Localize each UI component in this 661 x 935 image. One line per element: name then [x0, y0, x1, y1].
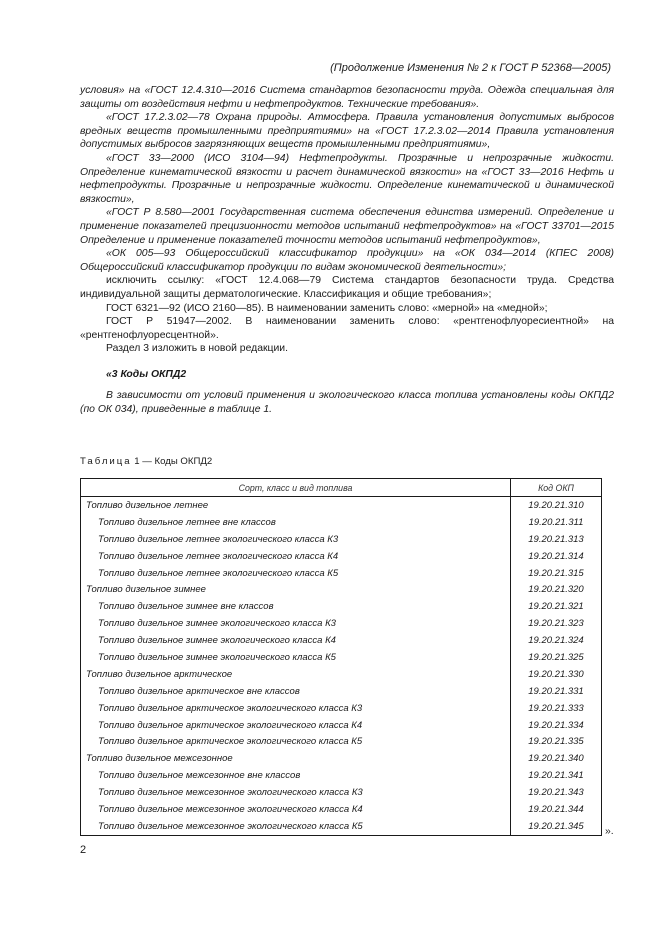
- page-header: (Продолжение Изменения № 2 к ГОСТ Р 52368—2005): [330, 62, 611, 74]
- fuel-name-cell: Топливо дизельное арктическое вне классов: [81, 683, 511, 700]
- paragraph: «ГОСТ 17.2.3.02—78 Охрана природы. Атмосфера. Правила установления допустимых выбросов вредных веществ промышленными предприятиями» на «ГОСТ 17.2.3.02—2014 Правила установления допустимых выбросов загрязняющих веществ промышленными предприятиями»,: [80, 112, 614, 151]
- table-row: [81, 632, 602, 649]
- table-row: [81, 767, 602, 784]
- code-cell: 19.20.21.320: [511, 581, 602, 598]
- paragraph: Раздел 3 изложить в новой редакции.: [106, 343, 288, 355]
- fuel-name-cell: Топливо дизельное зимнее экологического класса К3: [81, 615, 511, 632]
- table-row: [81, 598, 602, 615]
- table-row: [81, 784, 602, 801]
- code-cell: 19.20.21.341: [511, 767, 602, 784]
- fuel-name-cell: Топливо дизельное межсезонное: [81, 750, 511, 767]
- fuel-name-cell: Топливо дизельное зимнее: [81, 581, 511, 598]
- code-cell: 19.20.21.333: [511, 700, 602, 717]
- code-cell: 19.20.21.314: [511, 548, 602, 565]
- fuel-name-cell: Топливо дизельное арктическое экологического класса К4: [81, 717, 511, 734]
- table-row: [81, 497, 602, 514]
- code-cell: 19.20.21.310: [511, 497, 602, 514]
- paragraph: ГОСТ Р 51947—2002. В наименовании заменить слово: «рентгенофлуоресиентной» на «рентгенофлуоресцентной».: [80, 316, 614, 341]
- fuel-name-cell: Топливо дизельное межсезонное экологического класса К5: [81, 818, 511, 835]
- code-cell: 19.20.21.311: [511, 514, 602, 531]
- fuel-name-cell: Топливо дизельное межсезонное экологического класса К4: [81, 801, 511, 818]
- table-row: [81, 683, 602, 700]
- table-row: [81, 531, 602, 548]
- code-cell: 19.20.21.324: [511, 632, 602, 649]
- fuel-name-cell: Топливо дизельное арктическое экологического класса К5: [81, 733, 511, 750]
- table-row: [81, 548, 602, 565]
- code-cell: 19.20.21.330: [511, 666, 602, 683]
- table-caption-text: 1 — Коды ОКПД2: [131, 456, 213, 467]
- table-row: [81, 750, 602, 767]
- table-row: [81, 514, 602, 531]
- table-row: [81, 801, 602, 818]
- paragraph: исключить ссылку: «ГОСТ 12.4.068—79 Система стандартов безопасности труда. Средства индивидуальной защиты дерматологические. Классификация и общие требования»;: [80, 275, 614, 300]
- closing-quote: ».: [605, 826, 614, 837]
- table-caption-label: Таблица: [80, 456, 132, 467]
- column-header-code: Код ОКП: [511, 479, 602, 497]
- paragraph: «ГОСТ Р 8.580—2001 Государственная система обеспечения единства измерений. Определение и применение показателей прецизионности методов испытаний нефтепродуктов» на «ГОСТ 33701—2015 Определение и применение показателей точности методов испытаний нефтепродуктов»,: [80, 207, 614, 246]
- table-row: [81, 666, 602, 683]
- table-row: [81, 733, 602, 750]
- paragraph: «ГОСТ 33—2000 (ИСО 3104—94) Нефтепродукты. Прозрачные и непрозрачные жидкости. Определение кинематической вязкости и расчет динамической вязкости» на «ГОСТ 33—2016 Нефть и нефтепродукты. Прозрачные и непрозрачные жидкости. Определение кинематической и динамической вязкости»,: [80, 152, 614, 205]
- fuel-name-cell: Топливо дизельное летнее экологического класса К5: [81, 565, 511, 582]
- table-caption: [80, 456, 212, 467]
- paragraph: «ОК 005—93 Общероссийский классификатор продукции» на «ОК 034—2014 (КПЕС 2008) Общероссийский классификатор продукции по видам экономической деятельности»;: [80, 248, 614, 273]
- code-cell: 19.20.21.340: [511, 750, 602, 767]
- body-text: [80, 84, 614, 417]
- table-header-row: [81, 479, 602, 497]
- fuel-name-cell: Топливо дизельное межсезонное экологического класса К3: [81, 784, 511, 801]
- code-cell: 19.20.21.343: [511, 784, 602, 801]
- page-number: 2: [80, 844, 87, 856]
- table-row: [81, 818, 602, 835]
- section-heading: «3 Коды ОКПД2: [106, 368, 187, 380]
- fuel-name-cell: Топливо дизельное зимнее экологического класса К4: [81, 632, 511, 649]
- fuel-name-cell: Топливо дизельное зимнее вне классов: [81, 598, 511, 615]
- fuel-name-cell: Топливо дизельное летнее: [81, 497, 511, 514]
- code-cell: 19.20.21.335: [511, 733, 602, 750]
- fuel-name-cell: Топливо дизельное зимнее экологического класса К5: [81, 649, 511, 666]
- okpd2-codes-table: [80, 478, 602, 836]
- code-cell: 19.20.21.344: [511, 801, 602, 818]
- code-cell: 19.20.21.345: [511, 818, 602, 835]
- table-row: [81, 581, 602, 598]
- fuel-name-cell: Топливо дизельное арктическое: [81, 666, 511, 683]
- code-cell: 19.20.21.315: [511, 565, 602, 582]
- fuel-name-cell: Топливо дизельное летнее экологического класса К4: [81, 548, 511, 565]
- table-row: [81, 649, 602, 666]
- table-body: [81, 497, 602, 836]
- section-intro: В зависимости от условий применения и экологического класса топлива установлены коды ОКПД2 (по ОК 034), приведенные в таблице 1.: [80, 390, 614, 416]
- table-row: [81, 615, 602, 632]
- code-cell: 19.20.21.321: [511, 598, 602, 615]
- paragraph: условия» на «ГОСТ 12.4.310—2016 Система стандартов безопасности труда. Одежда специальная для защиты от воздействия нефти и нефтепродуктов. Технические требования».: [80, 85, 614, 110]
- table-row: [81, 700, 602, 717]
- table-row: [81, 717, 602, 734]
- column-header-fuel: Сорт, класс и вид топлива: [81, 479, 511, 497]
- fuel-name-cell: Топливо дизельное арктическое экологического класса К3: [81, 700, 511, 717]
- code-cell: 19.20.21.325: [511, 649, 602, 666]
- fuel-name-cell: Топливо дизельное межсезонное вне классов: [81, 767, 511, 784]
- table-row: [81, 565, 602, 582]
- fuel-name-cell: Топливо дизельное летнее экологического класса К3: [81, 531, 511, 548]
- paragraph: ГОСТ 6321—92 (ИСО 2160—85). В наименовании заменить слово: «мерной» на «медной»;: [106, 302, 548, 314]
- code-cell: 19.20.21.334: [511, 717, 602, 734]
- code-cell: 19.20.21.331: [511, 683, 602, 700]
- code-cell: 19.20.21.323: [511, 615, 602, 632]
- fuel-name-cell: Топливо дизельное летнее вне классов: [81, 514, 511, 531]
- code-cell: 19.20.21.313: [511, 531, 602, 548]
